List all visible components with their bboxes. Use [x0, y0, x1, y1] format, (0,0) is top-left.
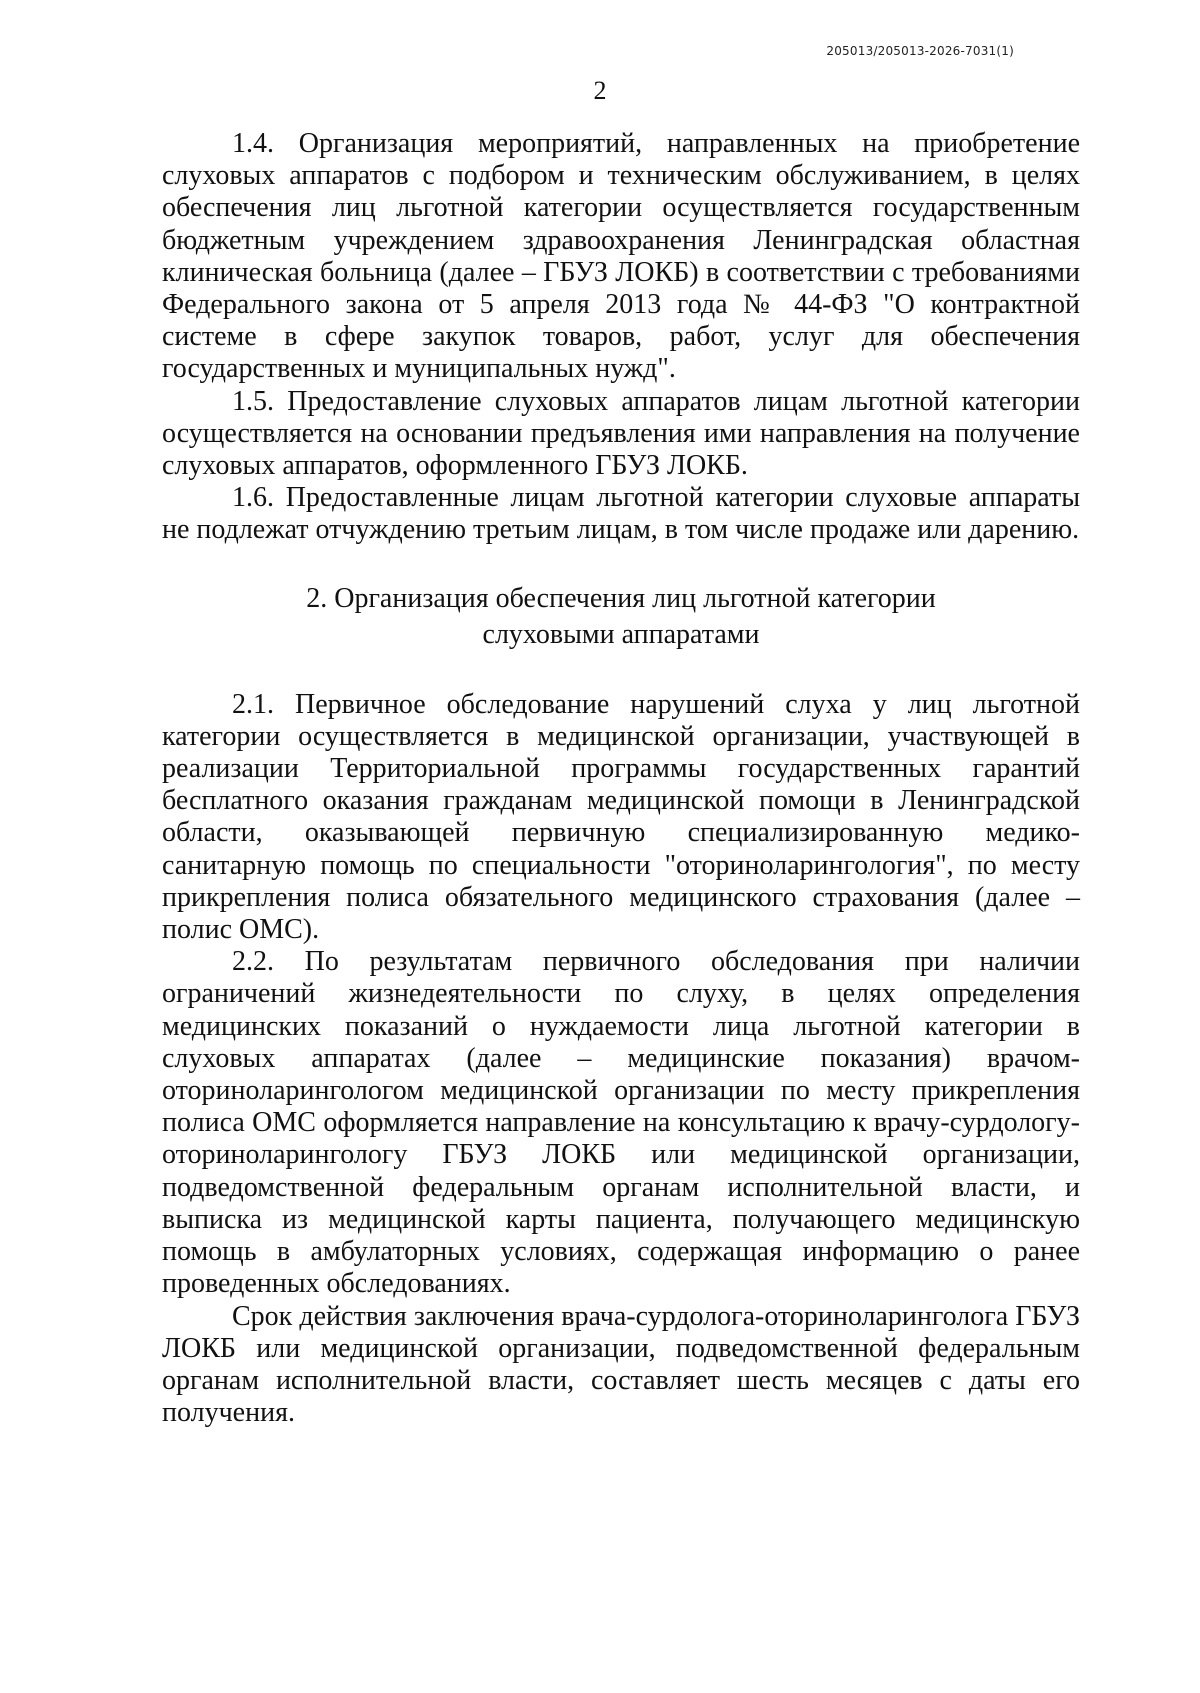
page-number: 2 [593, 76, 607, 105]
paragraph-2-2: 2.2. По результатам первичного обследования при наличии ограничений жизнедеятельности по слуху, в целях определения медицинских показаний о нуждаемости лица льготной категории в слуховых аппаратах (далее – медицинские показания) врачом-оториноларингологом медицинской организации по месту прикрепления полиса ОМС оформляется направление на консультацию к врачу-сурдологу-оториноларингологу ГБУЗ ЛОКБ или медицинской организации, подведомственной федеральным органам исполнительной власти, и выписка из медицинской карты пациента, получающего медицинскую помощь в амбулаторных условиях, содержащая информацию о ранее проведенных обследованиях. [162, 946, 1080, 1300]
paragraph-1-4: 1.4. Организация мероприятий, направленных на приобретение слуховых аппаратов с подбором и техническим обслуживанием, в целях обеспечения лиц льготной категории осуществляется государственным бюджетным учреждением здравоохранения Ленинградская областная клиническая больница (далее – ГБУЗ ЛОКБ) в соответствии с требованиями Федерального закона от 5 апреля 2013 года № 44-ФЗ "О контрактной системе в сфере закупок товаров, работ, услуг для обеспечения государственных и муниципальных нужд". [162, 128, 1080, 385]
paragraph-1-5: 1.5. Предоставление слуховых аппаратов лицам льготной категории осуществляется на основании предъявления ими направления на получение слуховых аппаратов, оформленного ГБУЗ ЛОКБ. [162, 385, 1080, 482]
document-registration-number: 205013/205013-2026-7031(1) [826, 44, 1014, 58]
paragraph-1-6: 1.6. Предоставленные лицам льготной категории слуховые аппараты не подлежат отчуждению третьим лицам, в том числе продаже или дарению. [162, 482, 1080, 546]
document-body [162, 128, 1080, 1429]
section-2-heading-line-1: 2. Организация обеспечения лиц льготной категории [306, 582, 936, 614]
section-2-heading-line-2: слуховыми аппаратами [482, 618, 760, 650]
section-2-heading [162, 581, 1080, 653]
paragraph-2-1: 2.1. Первичное обследование нарушений слуха у лиц льготной категории осуществляется в медицинской организации, участвующей в реализации Территориальной программы государственных гарантий бесплатного оказания гражданам медицинской помощи в Ленинградской области, оказывающей первичную специализированную медико-санитарную помощь по специальности "оториноларингология", по месту прикрепления полиса обязательного медицинского страхования (далее – полис ОМС). [162, 688, 1080, 946]
paragraph-validity-period: Срок действия заключения врача-сурдолога-оториноларинголога ГБУЗ ЛОКБ или медицинской организации, подведомственной федеральным органам исполнительной власти, составляет шесть месяцев с даты его получения. [162, 1300, 1080, 1429]
